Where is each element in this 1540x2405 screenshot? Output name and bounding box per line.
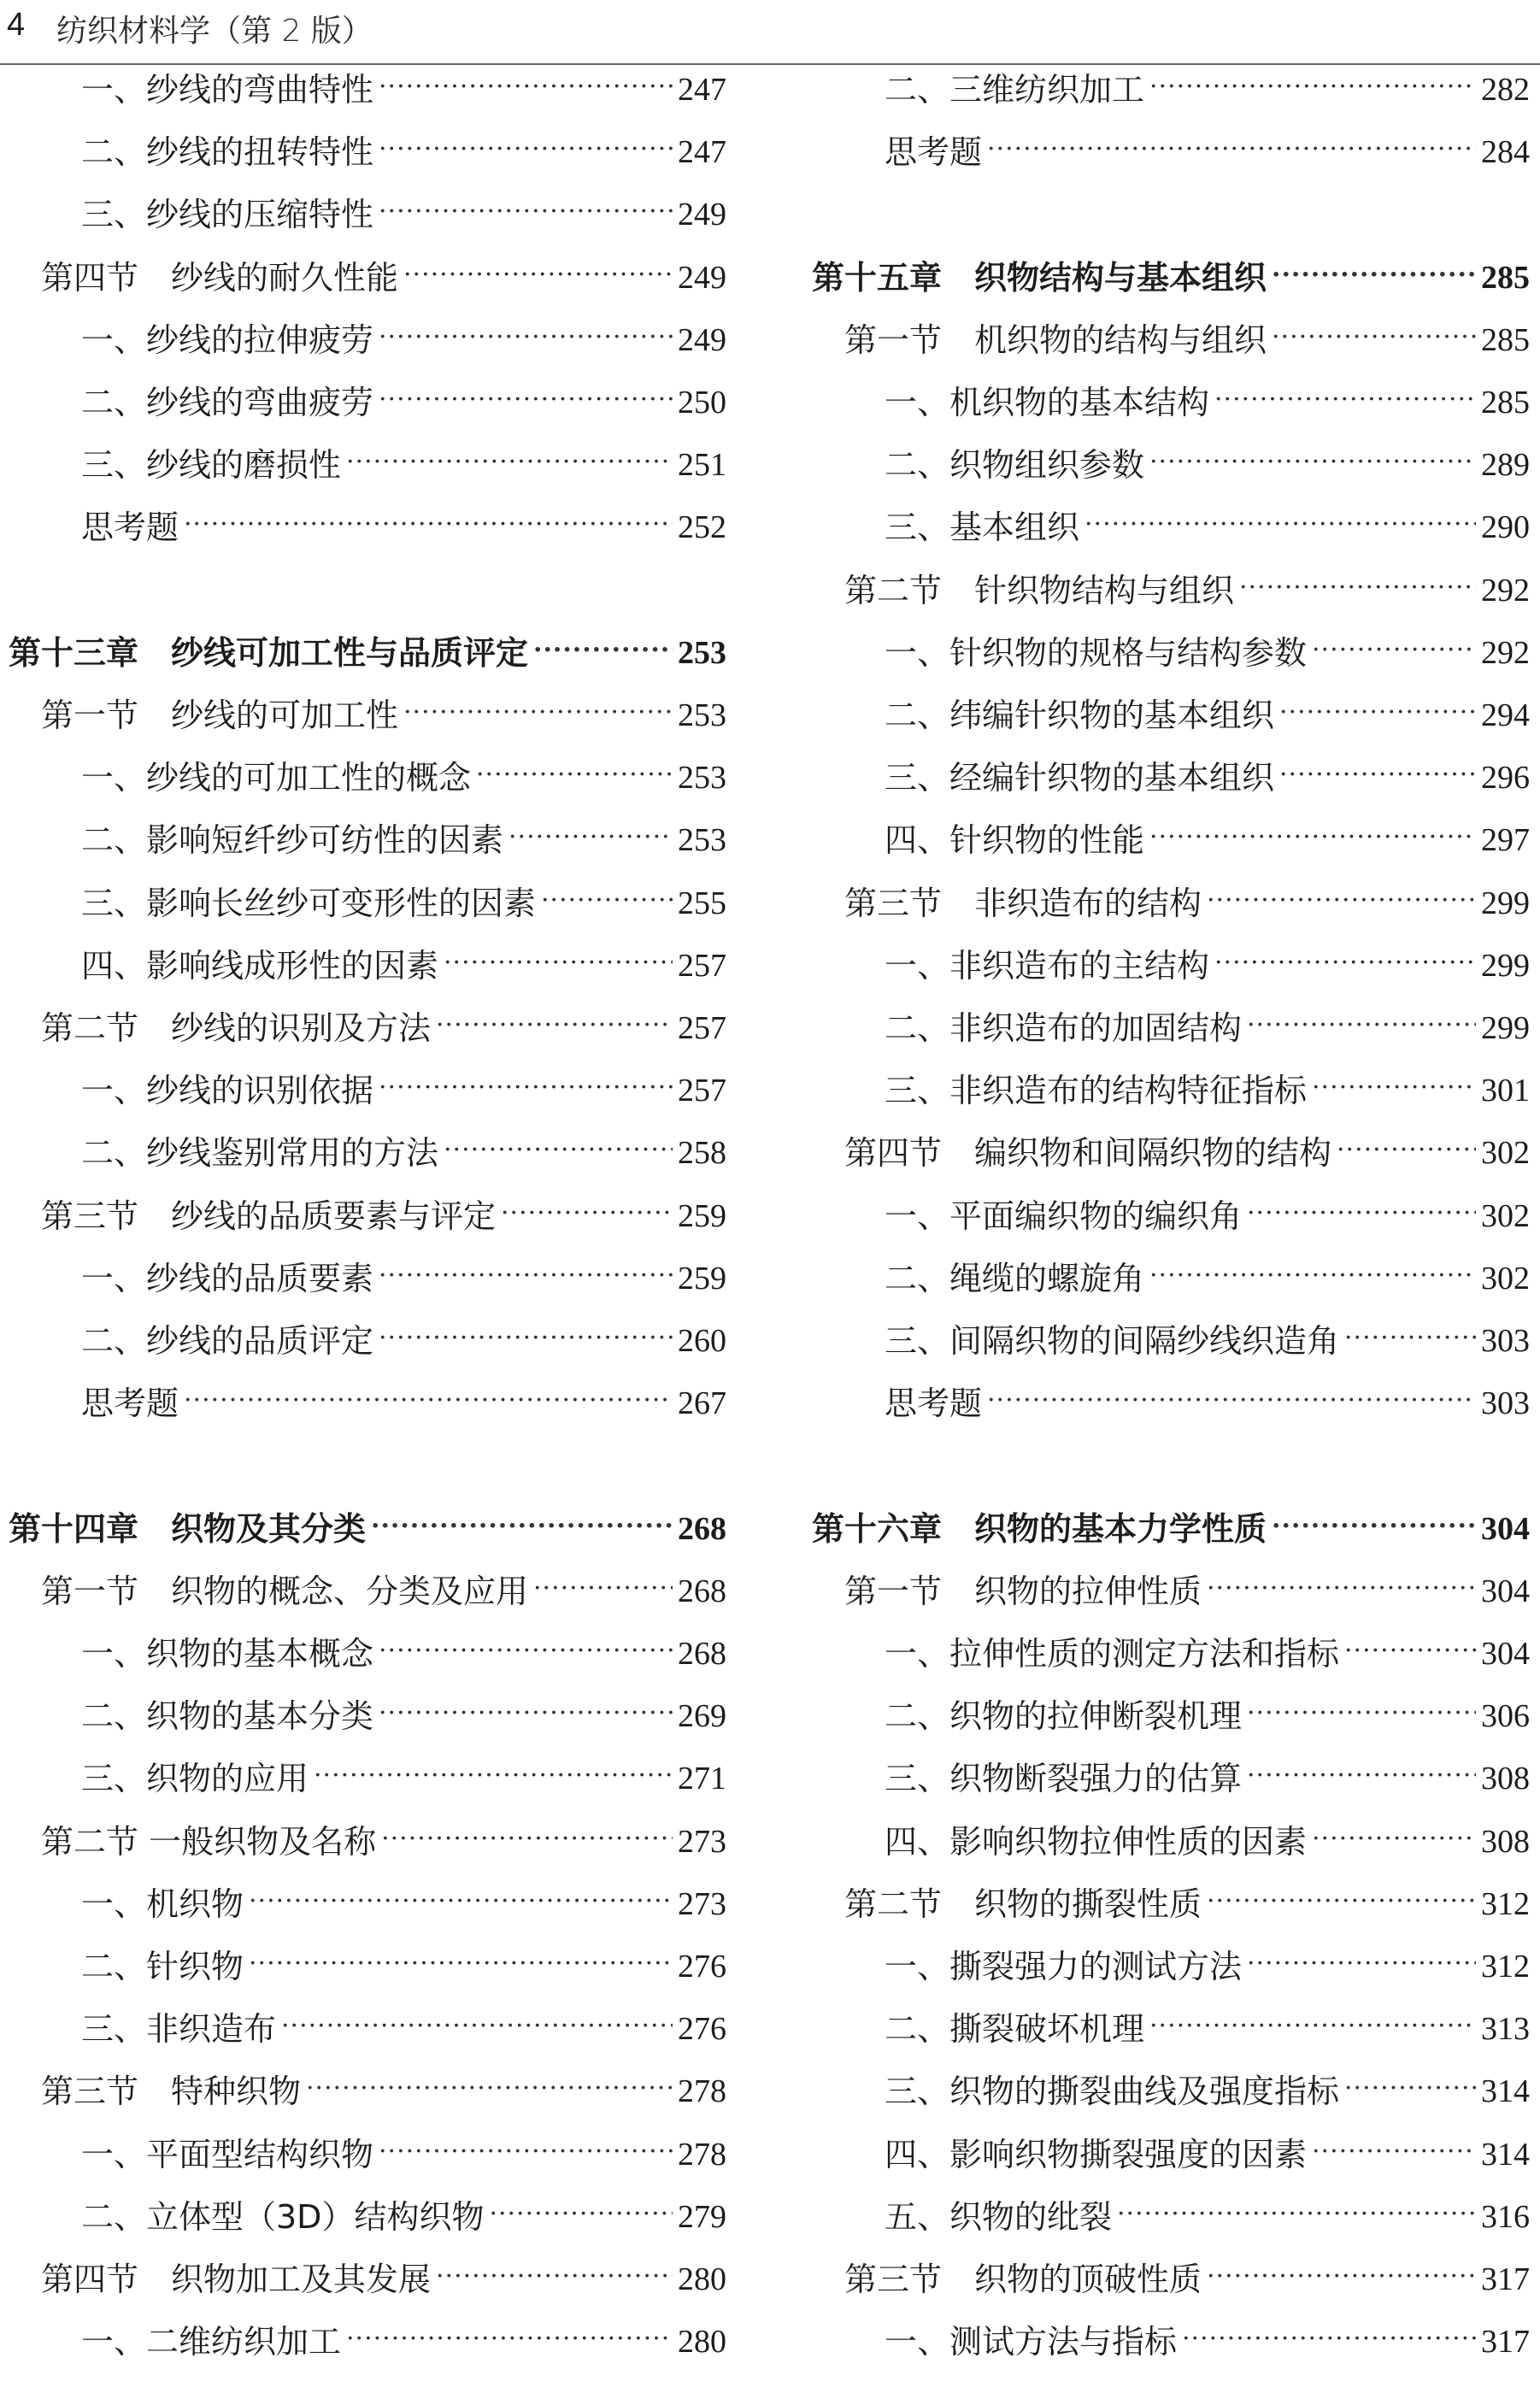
- toc-entry-label: 二、织物组织参数: [885, 446, 1145, 485]
- toc-entry-label: 二、纱线的品质评定: [81, 1322, 374, 1360]
- toc-item-row[interactable]: [885, 2129, 1530, 2180]
- dot-leader: [184, 1379, 673, 1422]
- dot-leader: [346, 2318, 673, 2361]
- dot-leader: [1149, 2005, 1476, 2048]
- toc-entry-label: 二、三维纺织加工: [885, 71, 1145, 109]
- dot-leader: [1149, 441, 1476, 484]
- toc-entry-label: 一、二维纺织加工: [81, 2323, 342, 2361]
- dot-leader: [987, 128, 1476, 171]
- toc-item-row[interactable]: [81, 940, 726, 991]
- dot-leader: [184, 503, 673, 546]
- toc-entry-page: 279: [678, 2198, 726, 2235]
- toc-item-row[interactable]: [885, 2066, 1530, 2117]
- toc-entry-label: 四、针织物的性能: [885, 821, 1145, 860]
- toc-entry-page: 285: [1481, 259, 1530, 296]
- toc-entry-label: 三、非织造布: [81, 2010, 277, 2049]
- toc-entry-page: 269: [678, 1698, 726, 1735]
- dot-leader: [1084, 503, 1476, 546]
- toc-entry-page: 253: [678, 822, 726, 859]
- toc-entry-label: 第十五章 织物结构与基本组织: [812, 258, 1267, 297]
- toc-entry-page: 314: [1481, 2073, 1530, 2110]
- dot-leader: [1207, 879, 1476, 922]
- toc-entry-label: 第一节 机织物的结构与组织: [844, 320, 1267, 359]
- toc-entry-label: 三、经编针织物的基本组织: [885, 759, 1275, 797]
- toc-item-row[interactable]: [885, 2191, 1530, 2243]
- toc-item-row[interactable]: [81, 752, 726, 803]
- toc-entry-label: 一、纱线的拉伸疲劳: [81, 320, 374, 359]
- dot-leader: [379, 379, 673, 421]
- toc-item-row[interactable]: [81, 1315, 726, 1367]
- dot-leader: [281, 2005, 673, 2048]
- toc-item-row[interactable]: [81, 377, 726, 428]
- dot-leader: [381, 1818, 673, 1861]
- dot-leader: [436, 1004, 673, 1047]
- toc-entry-page: 268: [678, 1573, 726, 1609]
- dot-leader: [379, 1255, 673, 1297]
- toc-item-row[interactable]: [81, 878, 726, 929]
- toc-entry-page: 301: [1481, 1073, 1530, 1109]
- toc-item-row[interactable]: [885, 690, 1530, 741]
- toc-item-row[interactable]: [885, 126, 1530, 178]
- dot-leader: [379, 2131, 673, 2173]
- dot-leader: [489, 2193, 673, 2236]
- toc-item-row[interactable]: [81, 126, 726, 178]
- toc-entry-page: 306: [1481, 1698, 1530, 1735]
- toc-entry-page: 257: [678, 1073, 726, 1109]
- dot-leader: [1149, 816, 1476, 859]
- toc-entry-label: 一、纱线的品质要素: [81, 1259, 374, 1297]
- toc-entry-page: 313: [1481, 2011, 1530, 2048]
- toc-entry-page: 312: [1481, 1949, 1530, 1985]
- toc-entry-label: 二、织物的拉伸断裂机理: [885, 1697, 1243, 1736]
- toc-entry-label: 二、纬编针织物的基本组织: [885, 697, 1275, 734]
- dot-leader: [1279, 754, 1476, 797]
- toc-entry-label: 二、立体型（3D）结构织物: [81, 2197, 485, 2236]
- toc-item-row[interactable]: [885, 1065, 1530, 1116]
- toc-item-row[interactable]: [885, 1003, 1530, 1054]
- dot-leader: [444, 1129, 673, 1172]
- toc-entry-label: 第四节 纱线的耐久性能: [41, 258, 399, 297]
- toc-section-row[interactable]: [41, 252, 726, 303]
- toc-entry-label: 第四节 编织物和间隔织物的结构: [844, 1134, 1332, 1173]
- toc-entry-label: 第十六章 织物的基本力学性质: [812, 1509, 1267, 1548]
- toc-entry-page: 253: [678, 760, 726, 797]
- dot-leader: [379, 191, 673, 233]
- toc-entry-label: 四、影响织物拉伸性质的因素: [885, 1822, 1308, 1861]
- toc-entry-page: 299: [1481, 885, 1530, 921]
- toc-entry-page: 289: [1481, 447, 1530, 484]
- toc-entry-page: 249: [678, 197, 726, 233]
- toc-entry-label: 二、影响短纤纱可纺性的因素: [81, 821, 504, 860]
- toc-section-row[interactable]: [844, 565, 1530, 616]
- toc-entry-label: 一、机织物的基本结构: [885, 384, 1210, 421]
- toc-item-row[interactable]: [81, 189, 726, 240]
- toc-item-row[interactable]: [81, 1691, 726, 1742]
- toc-item-row[interactable]: [81, 2191, 726, 2243]
- toc-item-row[interactable]: [885, 1378, 1530, 1429]
- dot-leader: [1149, 1255, 1476, 1297]
- toc-entry-page: 252: [678, 509, 726, 546]
- dot-leader: [379, 1317, 673, 1360]
- toc-entry-label: 二、织物的基本分类: [81, 1697, 374, 1736]
- toc-entry-page: 278: [678, 2136, 726, 2173]
- toc-entry-label: 一、平面型结构织物: [81, 2135, 374, 2173]
- toc-entry-page: 302: [1481, 1260, 1530, 1297]
- toc-entry-label: 思考题: [885, 1385, 983, 1423]
- toc-chapter-row[interactable]: [812, 252, 1530, 303]
- toc-entry-label: 一、非织造布的主结构: [885, 946, 1210, 985]
- toc-entry-label: 第一节 织物的概念、分类及应用: [41, 1572, 529, 1610]
- toc-section-row[interactable]: [844, 1879, 1530, 1930]
- toc-section-row[interactable]: [844, 315, 1530, 366]
- toc-entry-label: 三、织物的应用: [81, 1760, 309, 1798]
- toc-entry-page: 303: [1481, 1323, 1530, 1359]
- toc-section-row[interactable]: [41, 1566, 726, 1617]
- dot-leader: [1272, 1505, 1476, 1548]
- dot-leader: [1247, 1692, 1476, 1735]
- toc-entry-label: 第二节 针织物结构与组织: [844, 571, 1235, 609]
- dot-leader: [1207, 1567, 1476, 1610]
- toc-item-row[interactable]: [81, 814, 726, 866]
- toc-entry-page: 280: [678, 2324, 726, 2361]
- toc-section-row[interactable]: [41, 2066, 726, 2117]
- toc-entry-label: 一、平面编织物的编织角: [885, 1197, 1243, 1235]
- toc-chapter-row[interactable]: [9, 1503, 726, 1555]
- dot-leader: [379, 1067, 673, 1109]
- toc-section-row[interactable]: [41, 1191, 726, 1242]
- toc-entry-label: 一、撕裂强力的测试方法: [885, 1948, 1243, 1985]
- toc-entry-page: 308: [1481, 1761, 1530, 1797]
- dot-leader: [1247, 1755, 1476, 1797]
- dot-leader: [1344, 1317, 1476, 1360]
- toc-entry-label: 三、间隔织物的间隔纱线织造角: [885, 1322, 1340, 1360]
- dot-leader: [1247, 1192, 1476, 1235]
- dot-leader: [1247, 1943, 1476, 1985]
- toc-entry-label: 第一节 织物的拉伸性质: [844, 1572, 1202, 1610]
- dot-leader: [1279, 691, 1476, 734]
- toc-item-row[interactable]: [885, 1753, 1530, 1804]
- toc-entry-page: 268: [678, 1510, 726, 1547]
- toc-entry-label: 第三节 非织造布的结构: [844, 884, 1202, 922]
- toc-item-row[interactable]: [885, 377, 1530, 428]
- toc-entry-label: 四、影响织物撕裂强度的因素: [885, 2135, 1308, 2173]
- toc-entry-label: 思考题: [81, 509, 179, 547]
- toc-entry-page: 297: [1481, 822, 1530, 859]
- toc-entry-page: 278: [678, 2073, 726, 2110]
- toc-entry-page: 258: [678, 1135, 726, 1172]
- toc-entry-page: 271: [678, 1761, 726, 1797]
- toc-section-row[interactable]: [844, 2254, 1530, 2305]
- toc-item-row[interactable]: [885, 1691, 1530, 1742]
- toc-item-row[interactable]: [885, 940, 1530, 991]
- dot-leader: [533, 629, 673, 672]
- toc-item-row[interactable]: [885, 752, 1530, 803]
- dot-leader: [1312, 1818, 1476, 1861]
- dot-leader: [306, 2067, 673, 2110]
- toc-entry-label: 第三节 纱线的品质要素与评定: [41, 1197, 497, 1235]
- toc-entry-label: 二、纱线鉴别常用的方法: [81, 1134, 439, 1173]
- toc-section-row[interactable]: [844, 1127, 1530, 1179]
- toc-entry-label: 第十四章 织物及其分类: [9, 1509, 367, 1548]
- dot-leader: [1214, 379, 1476, 421]
- toc-entry-label: 第二节 一般织物及名称: [41, 1822, 377, 1861]
- toc-entry-page: 249: [678, 259, 726, 296]
- toc-item-row[interactable]: [885, 1816, 1530, 1867]
- toc-entry-label: 一、纱线的弯曲特性: [81, 71, 374, 109]
- toc-entry-page: 292: [1481, 572, 1530, 609]
- dot-leader: [1149, 66, 1476, 109]
- toc-entry-page: 304: [1481, 1636, 1530, 1672]
- toc-entry-page: 317: [1481, 2324, 1530, 2361]
- dot-leader: [508, 816, 673, 859]
- toc-entry-label: 二、纱线的弯曲疲劳: [81, 384, 374, 421]
- dot-leader: [541, 879, 673, 922]
- toc-item-row[interactable]: [885, 2316, 1530, 2367]
- toc-item-row[interactable]: [81, 1378, 726, 1429]
- toc-entry-page: 260: [678, 1323, 726, 1359]
- toc-entry-label: 一、针织物的规格与结构参数: [885, 633, 1308, 672]
- toc-item-row[interactable]: [885, 2003, 1530, 2055]
- toc-item-row[interactable]: [81, 315, 726, 366]
- dot-leader: [379, 66, 673, 109]
- toc-entry-page: 273: [678, 1823, 726, 1860]
- toc-item-row[interactable]: [81, 1753, 726, 1804]
- toc-entry-page: 268: [678, 1636, 726, 1672]
- dot-leader: [476, 754, 673, 797]
- toc-entry-label: 二、纱线的扭转特性: [81, 133, 374, 172]
- toc-entry-label: 二、针织物: [81, 1948, 244, 1985]
- dot-leader: [1214, 942, 1476, 985]
- toc-entry-page: 253: [678, 697, 726, 733]
- toc-section-row[interactable]: [41, 1816, 726, 1867]
- toc-entry-label: 四、影响线成形性的因素: [81, 946, 439, 985]
- toc-entry-label: 第二节 纱线的识别及方法: [41, 1009, 432, 1047]
- toc-entry-page: 276: [678, 1949, 726, 1985]
- toc-entry-label: 思考题: [81, 1385, 179, 1423]
- dot-leader: [1207, 1880, 1476, 1923]
- dot-leader: [501, 1192, 673, 1235]
- toc-entry-label: 一、纱线的识别依据: [81, 1072, 374, 1110]
- toc-item-row[interactable]: [81, 439, 726, 491]
- dot-leader: [1272, 316, 1476, 359]
- dot-leader: [1239, 567, 1476, 609]
- toc-section-row[interactable]: [844, 878, 1530, 929]
- page-header: [0, 0, 1540, 68]
- toc-entry-page: 314: [1481, 2136, 1530, 2173]
- toc-entry-page: 302: [1481, 1135, 1530, 1172]
- toc-entry-page: 308: [1481, 1823, 1530, 1860]
- toc-entry-label: 三、织物的撕裂曲线及强度指标: [885, 2073, 1340, 2111]
- toc-entry-label: 三、非织造布的结构特征指标: [885, 1072, 1308, 1110]
- toc-item-row[interactable]: [81, 1941, 726, 1992]
- toc-item-row[interactable]: [81, 2129, 726, 2180]
- dot-leader: [379, 316, 673, 359]
- dot-leader: [1344, 1630, 1476, 1673]
- toc-entry-page: 290: [1481, 509, 1530, 546]
- dot-leader: [249, 1880, 673, 1923]
- toc-item-row[interactable]: [885, 1191, 1530, 1242]
- toc-entry-page: 259: [678, 1260, 726, 1297]
- toc-entry-page: 257: [678, 1010, 726, 1046]
- toc-entry-page: 299: [1481, 1010, 1530, 1046]
- toc-entry-page: 304: [1481, 1573, 1530, 1609]
- page-number: 4: [7, 7, 26, 43]
- dot-leader: [1182, 2318, 1476, 2361]
- toc-entry-page: 247: [678, 72, 726, 108]
- toc-entry-page: 273: [678, 1885, 726, 1922]
- toc-entry-page: 296: [1481, 760, 1530, 797]
- toc-chapter-row[interactable]: [9, 627, 726, 679]
- toc-entry-page: 316: [1481, 2198, 1530, 2235]
- dot-leader: [403, 691, 673, 734]
- toc-entry-page: 251: [678, 447, 726, 484]
- toc-item-row[interactable]: [885, 1253, 1530, 1304]
- toc-entry-label: 第二节 织物的撕裂性质: [844, 1885, 1202, 1923]
- toc-section-row[interactable]: [41, 2254, 726, 2305]
- dot-leader: [249, 1943, 673, 1985]
- dot-leader: [444, 942, 673, 985]
- toc-item-row[interactable]: [81, 1127, 726, 1179]
- toc-entry-label: 思考题: [885, 133, 983, 172]
- toc-item-row[interactable]: [81, 2003, 726, 2055]
- toc-entry-label: 五、织物的纰裂: [885, 2197, 1113, 2236]
- toc-entry-label: 三、基本组织: [885, 509, 1080, 547]
- dot-leader: [403, 254, 673, 297]
- dot-leader: [379, 1630, 673, 1673]
- toc-item-row[interactable]: [81, 2316, 726, 2367]
- toc-section-row[interactable]: [41, 1003, 726, 1054]
- dot-leader: [371, 1505, 673, 1548]
- toc-entry-label: 第三节 织物的顶破性质: [844, 2261, 1202, 2298]
- dot-leader: [1344, 2067, 1476, 2110]
- toc-item-row[interactable]: [885, 439, 1530, 491]
- toc-item-row[interactable]: [885, 627, 1530, 679]
- toc-entry-label: 第四节 织物加工及其发展: [41, 2261, 432, 2298]
- toc-entry-label: 一、拉伸性质的测定方法和指标: [885, 1635, 1340, 1673]
- toc-item-row[interactable]: [885, 814, 1530, 866]
- toc-entry-page: 249: [678, 321, 726, 358]
- toc-item-row[interactable]: [885, 1941, 1530, 1992]
- toc-item-row[interactable]: [81, 1065, 726, 1116]
- toc-item-row[interactable]: [81, 1628, 726, 1679]
- toc-item-row[interactable]: [81, 64, 726, 115]
- toc-item-row[interactable]: [885, 64, 1530, 115]
- dot-leader: [436, 2255, 673, 2298]
- dot-leader: [379, 128, 673, 171]
- dot-leader: [346, 441, 673, 484]
- toc-entry-page: 282: [1481, 72, 1530, 108]
- toc-entry-page: 257: [678, 947, 726, 984]
- dot-leader: [1312, 629, 1476, 672]
- toc-entry-label: 二、撕裂破坏机理: [885, 2010, 1145, 2049]
- dot-leader: [987, 1379, 1476, 1422]
- toc-entry-page: 267: [678, 1385, 726, 1422]
- dot-leader: [1312, 1067, 1476, 1109]
- toc-item-row[interactable]: [885, 1315, 1530, 1367]
- toc-item-row[interactable]: [885, 502, 1530, 553]
- toc-item-row[interactable]: [885, 1628, 1530, 1679]
- toc-entry-page: 317: [1481, 2261, 1530, 2297]
- toc-entry-page: 253: [678, 634, 726, 671]
- dot-leader: [314, 1755, 673, 1797]
- toc-entry-page: 247: [678, 134, 726, 171]
- toc-section-row[interactable]: [41, 690, 726, 741]
- toc-entry-page: 255: [678, 885, 726, 921]
- toc-entry-label: 一、测试方法与指标: [885, 2323, 1178, 2361]
- toc-entry-label: 二、绳缆的螺旋角: [885, 1259, 1145, 1297]
- toc-entry-label: 第一节 纱线的可加工性: [41, 697, 399, 734]
- toc-item-row[interactable]: [81, 1879, 726, 1930]
- dot-leader: [1272, 254, 1476, 297]
- toc-entry-page: 276: [678, 2011, 726, 2048]
- toc-entry-page: 303: [1481, 1385, 1530, 1422]
- dot-leader: [1117, 2193, 1476, 2236]
- book-title: 纺织材料学（第 2 版）: [56, 14, 373, 49]
- toc-entry-label: 一、纱线的可加工性的概念: [81, 759, 472, 797]
- toc-entry-page: 250: [678, 385, 726, 420]
- dot-leader: [1207, 2255, 1476, 2298]
- dot-leader: [533, 1567, 673, 1610]
- toc-entry-label: 第三节 特种织物: [41, 2073, 302, 2111]
- toc-entry-label: 三、纱线的压缩特性: [81, 196, 374, 234]
- dot-leader: [1247, 1004, 1476, 1047]
- toc-entry-page: 302: [1481, 1197, 1530, 1234]
- toc-entry-page: 285: [1481, 321, 1530, 358]
- dot-leader: [1312, 2131, 1476, 2173]
- toc-entry-page: 299: [1481, 947, 1530, 984]
- toc-entry-label: 三、影响长丝纱可变形性的因素: [81, 884, 537, 922]
- toc-entry-page: 284: [1481, 134, 1530, 171]
- toc-entry-page: 312: [1481, 1885, 1530, 1922]
- toc-entry-page: 259: [678, 1197, 726, 1234]
- toc-entry-page: 294: [1481, 697, 1530, 733]
- toc-entry-label: 三、织物断裂强力的估算: [885, 1760, 1243, 1798]
- toc-section-row[interactable]: [844, 1566, 1530, 1617]
- toc-entry-label: 二、非织造布的加固结构: [885, 1009, 1243, 1047]
- dot-leader: [1337, 1129, 1476, 1172]
- toc-item-row[interactable]: [81, 1253, 726, 1304]
- toc-chapter-row[interactable]: [812, 1503, 1530, 1555]
- toc-entry-page: 304: [1481, 1510, 1530, 1547]
- toc-entry-page: 280: [678, 2261, 726, 2297]
- toc-entry-page: 285: [1481, 385, 1530, 420]
- dot-leader: [379, 1692, 673, 1735]
- toc-entry-label: 一、机织物: [81, 1885, 244, 1923]
- toc-entry-label: 一、织物的基本概念: [81, 1635, 374, 1673]
- toc-entry-label: 三、纱线的磨损性: [81, 446, 342, 485]
- toc-item-row[interactable]: [81, 502, 726, 553]
- toc-entry-page: 292: [1481, 634, 1530, 671]
- toc-entry-label: 第十三章 纱线可加工性与品质评定: [9, 633, 529, 672]
